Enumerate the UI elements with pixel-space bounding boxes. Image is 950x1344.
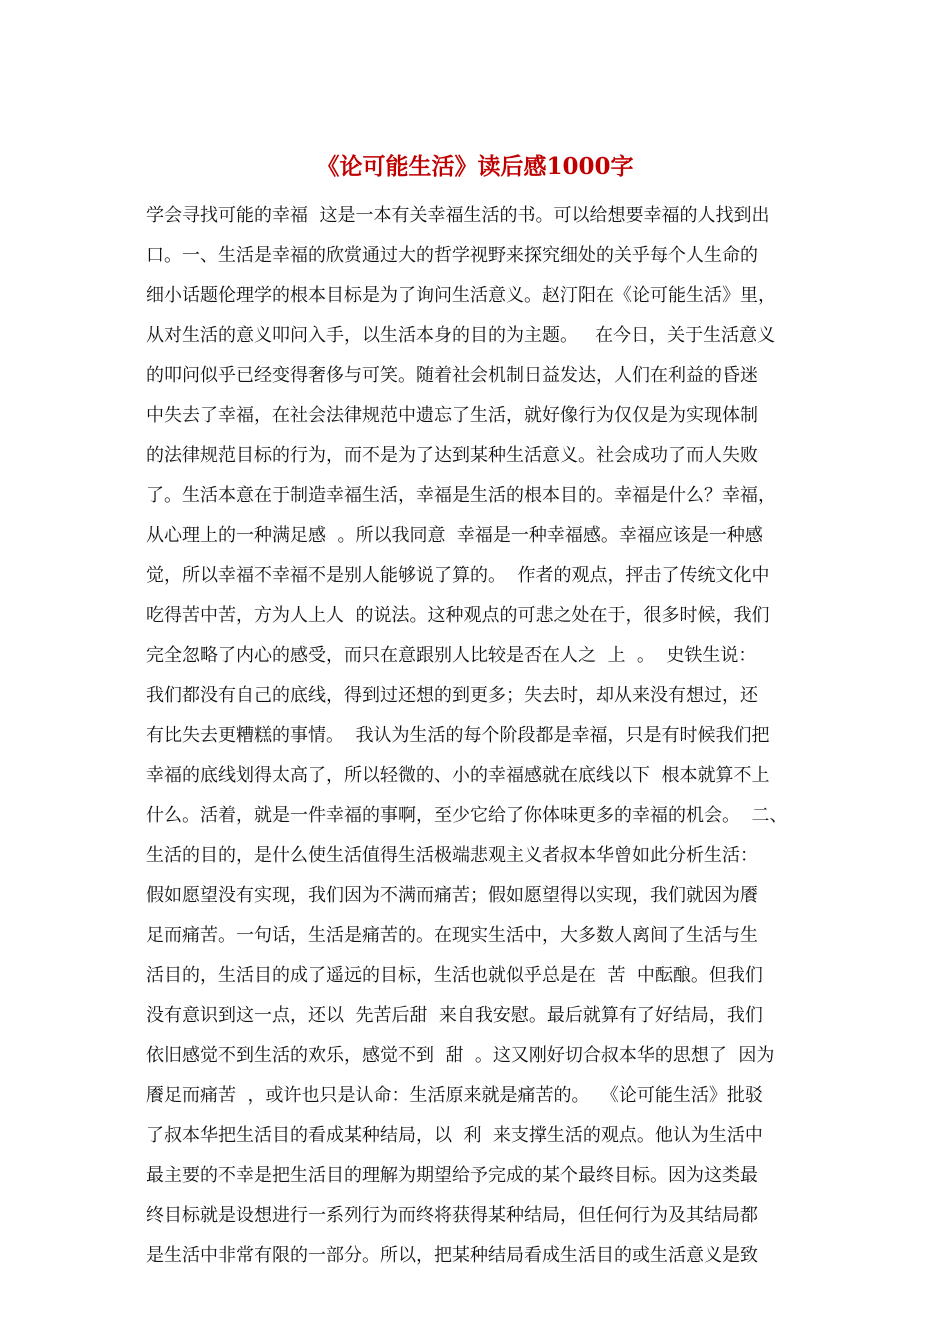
body-line: 假如愿望没有实现，我们因为不满而痛苦；假如愿望得以实现，我们就因为餍 (146, 885, 758, 906)
body-line: 中失去了幸福，在社会法律规范中遗忘了生活，就好像行为仅仅是为实现体制 (146, 405, 758, 426)
body-line: 从对生活的意义叩问入手，以生活本身的目的为主题。 在今日，关于生活意义 (146, 325, 776, 346)
body-line: 没有意识到这一点，还以 先苦后甜 来自我安慰。最后就算有了好结局，我们 (146, 1005, 763, 1026)
body-line: 餍足而痛苦 ，或许也只是认命：生活原来就是痛苦的。 《论可能生活》批驳 (146, 1085, 763, 1106)
document-title: 《论可能生活》读后感1000字 (316, 153, 634, 180)
body-line: 生活的目的，是什么使生活值得生活极端悲观主义者叔本华曾如此分析生活： (146, 845, 758, 866)
body-line: 最主要的不幸是把生活目的理解为期望给予完成的某个最终目标。因为这类最 (146, 1165, 758, 1186)
body-line: 我们都没有自己的底线，得到过还想的到更多；失去时，却从来没有想过，还 (146, 685, 758, 706)
body-line: 幸福的底线划得太高了，所以轻微的、小的幸福感就在底线以下 根本就算不上 (146, 765, 770, 786)
body-line: 的法律规范目标的行为，而不是为了达到某种生活意义。社会成功了而人失败 (146, 445, 758, 466)
body-line: 终目标就是设想进行一系列行为而终将获得某种结局，但任何行为及其结局都 (146, 1205, 758, 1226)
body-line: 是生活中非常有限的一部分。所以，把某种结局看成生活目的或生活意义是致 (146, 1245, 758, 1266)
body-line: 了叔本华把生活目的看成某种结局，以 利 来支撑生活的观点。他认为生活中 (146, 1125, 763, 1146)
body-line: 觉，所以幸福不幸福不是别人能够说了算的。 作者的观点，抨击了传统文化中 (146, 565, 770, 586)
body-line: 吃得苦中苦，方为人上人 的说法。这种观点的可悲之处在于，很多时候，我们 (146, 605, 770, 626)
body-line: 学会寻找可能的幸福 这是一本有关幸福生活的书。可以给想要幸福的人找到出 (146, 205, 770, 226)
body-line: 活目的，生活目的成了遥远的目标，生活也就似乎总是在 苦 中酝酿。但我们 (146, 965, 763, 986)
body-line: 有比失去更糟糕的事情。 我认为生活的每个阶段都是幸福，只是有时候我们把 (146, 725, 770, 746)
body-line: 细小话题伦理学的根本目标是为了询问生活意义。赵汀阳在《论可能生活》里， (146, 285, 776, 306)
body-line: 足而痛苦。一句话，生活是痛苦的。在现实生活中，大多数人离间了生活与生 (146, 925, 758, 946)
body-line: 依旧感觉不到生活的欢乐，感觉不到 甜 。这又刚好切合叔本华的思想了 因为 (146, 1045, 775, 1066)
document-body (146, 196, 806, 1276)
body-line: 完全忽略了内心的感受，而只在意跟别人比较是否在人之 上 。 史铁生说： (146, 645, 757, 666)
body-line: 口。一、生活是幸福的欣赏通过大的哲学视野来探究细处的关乎每个人生命的 (146, 245, 758, 266)
body-line: 从心理上的一种满足感 。所以我同意 幸福是一种幸福感。幸福应该是一种感 (146, 525, 763, 546)
body-line: 的叩问似乎已经变得奢侈与可笑。随着社会机制日益发达，人们在利益的昏迷 (146, 365, 758, 386)
body-line: 什么。活着，就是一件幸福的事啊，至少它给了你体味更多的幸福的机会。 二、 (146, 805, 788, 826)
body-line: 了。生活本意在于制造幸福生活，幸福是生活的根本目的。幸福是什么？幸福， (146, 485, 776, 506)
